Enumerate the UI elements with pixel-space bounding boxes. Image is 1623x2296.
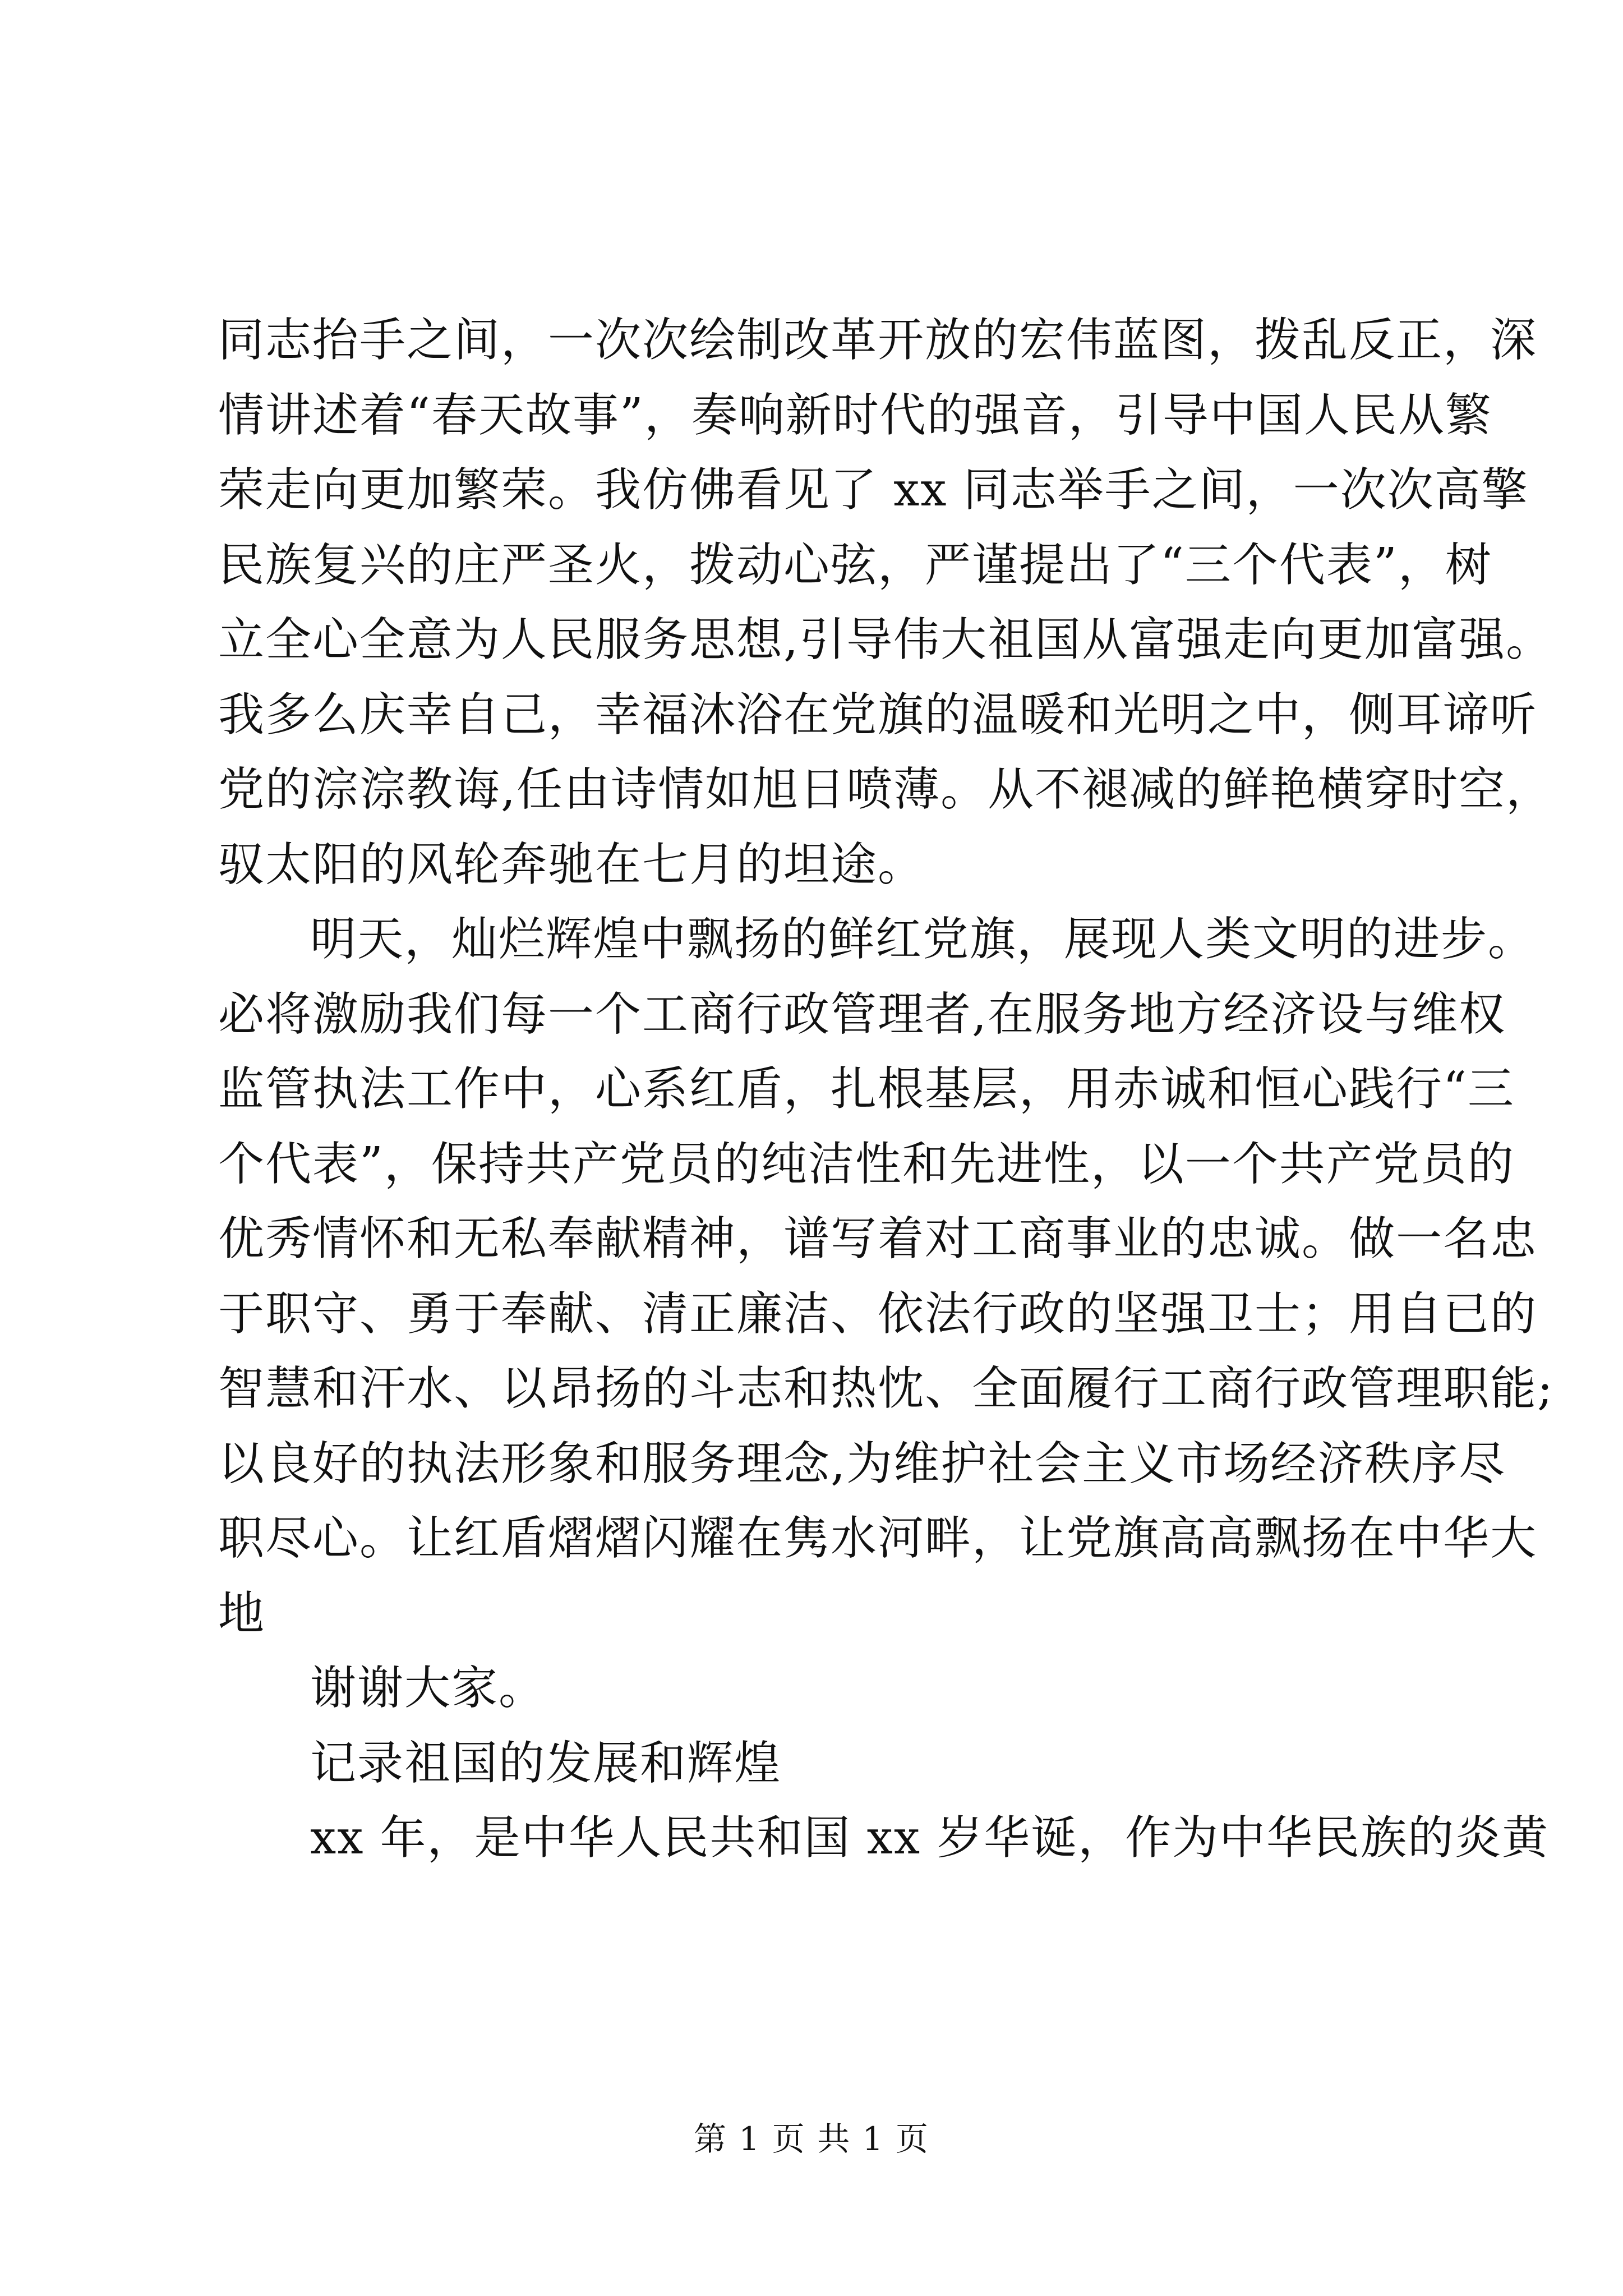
- text-line: 智慧和汗水、以昂扬的斗志和热忱、全面履行工商行政管理职能;: [218, 1362, 1554, 1415]
- text-line: 职尽心。让红盾熠熠闪耀在隽水河畔，让党旗高高飘扬在中华大: [218, 1512, 1538, 1565]
- text-line: 必将激励我们每一个工商行政管理者,在服务地方经济设与维权: [218, 987, 1506, 1041]
- text-line: 立全心全意为人民服务思想,引导伟大祖国从富强走向更加富强。: [218, 613, 1553, 666]
- text-line: 党的淙淙教诲,任由诗情如旭日喷薄。从不褪减的鲜艳横穿时空，: [218, 763, 1553, 816]
- text-line: 荣走向更加繁荣。我仿佛看见了 xx 同志举手之间，一次次高擎: [218, 463, 1529, 517]
- text-line: 监管执法工作中，心系红盾，扎根基层，用赤诚和恒心践行“三: [218, 1062, 1515, 1116]
- text-line: 优秀情怀和无私奉献精神，谱写着对工商事业的忠诚。做一名忠: [218, 1212, 1538, 1266]
- section-heading: 记录祖国的发展和辉煌: [310, 1736, 782, 1790]
- text-line: 以良好的执法形象和服务理念,为维护社会主义市场经济秩序尽: [218, 1437, 1506, 1490]
- text-line: 我多么庆幸自己，幸福沐浴在党旗的温暖和光明之中，侧耳谛听: [218, 688, 1538, 742]
- text-line: 同志抬手之间，一次次绘制改革开放的宏伟蓝图，拨乱反正，深: [218, 314, 1538, 367]
- paragraph-first-line: xx 年，是中华人民共和国 xx 岁华诞，作为中华民族的炎黄: [310, 1811, 1550, 1865]
- text-line: 民族复兴的庄严圣火，拨动心弦，严谨提出了“三个代表”，树: [218, 538, 1492, 592]
- text-line: 个代表”，保持共产党员的纯洁性和先进性，以一个共产党员的: [218, 1137, 1515, 1191]
- text-line: 驭太阳的风轮奔驰在七月的坦途。: [218, 838, 925, 891]
- closing-line: 谢谢大家。: [310, 1662, 546, 1715]
- text-line: 于职守、勇于奉献、清正廉洁、依法行政的坚强卫士；用自已的: [218, 1287, 1538, 1341]
- text-line: 情讲述着“春天故事”，奏响新时代的强音，引导中国人民从繁: [218, 388, 1492, 442]
- paragraph-first-line: 明天，灿烂辉煌中飘扬的鲜红党旗，展现人类文明的进步。: [310, 913, 1536, 966]
- text-line: 地: [218, 1586, 266, 1640]
- document-body: [218, 303, 1554, 1876]
- page-footer: 第 1 页 共 1 页: [694, 2120, 929, 2158]
